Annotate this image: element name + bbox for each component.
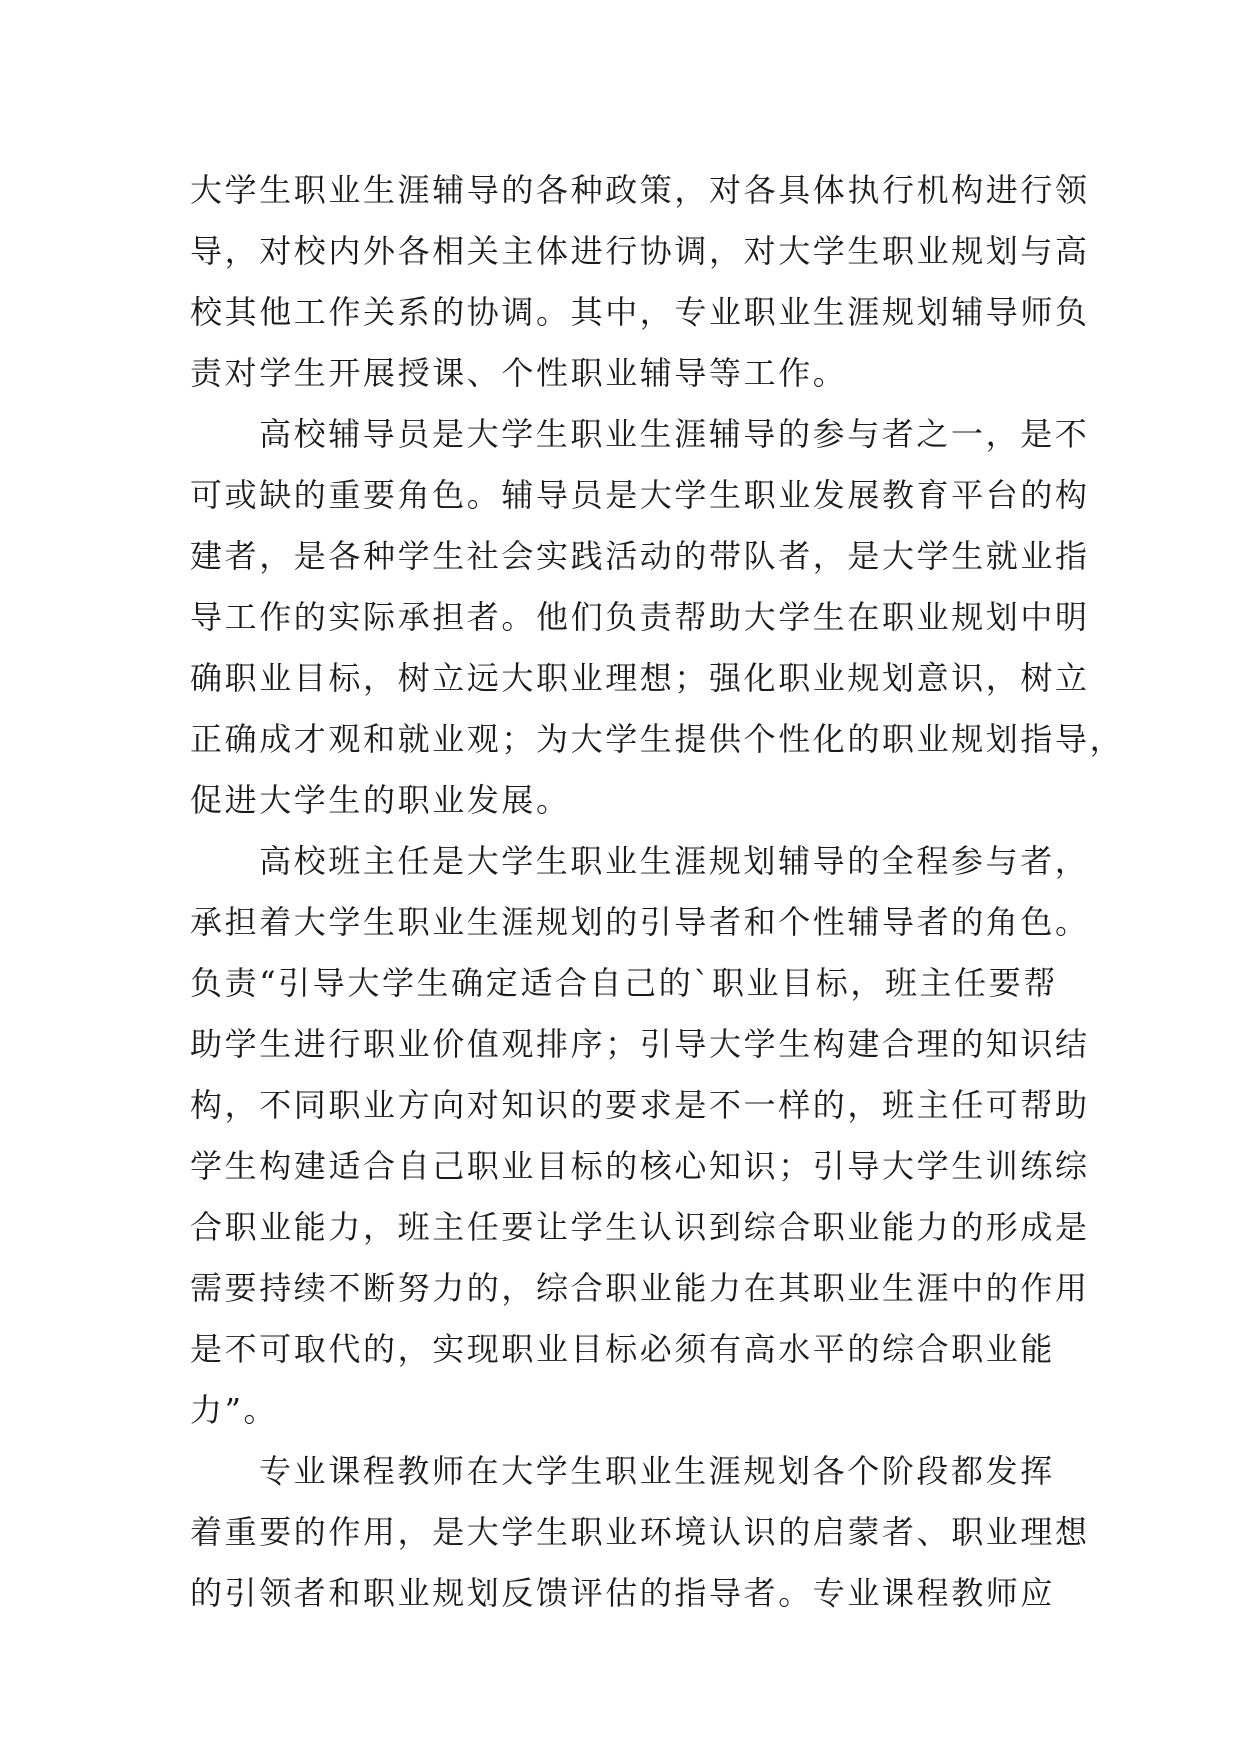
text-line: 高校班主任是大学生职业生涯规划辅导的全程参与者， [259,842,1090,880]
text-line: 促进大学生的职业发展。 [190,781,571,819]
text-line: 的引领者和职业规划反馈评估的指导者。专业课程教师应 [190,1574,1056,1612]
text-line: 大学生职业生涯辅导的各种政策，对各具体执行机构进行领 [190,171,1090,209]
text-line: 导，对校内外各相关主体进行协调，对大学生职业规划与高 [190,232,1090,270]
text-line: 合职业能力，班主任要让学生认识到综合职业能力的形成是 [190,1208,1090,1246]
document-body [190,160,1125,1624]
text-line: 建者，是各种学生社会实践活动的带队者，是大学生就业指 [190,537,1090,575]
text-line: 构，不同职业方向对知识的要求是不一样的，班主任可帮助 [190,1086,1090,1124]
text-line: 确职业目标，树立远大职业理想；强化职业规划意识，树立 [190,659,1090,697]
text-line: 承担着大学生职业生涯规划的引导者和个性辅导者的角色。 [190,903,1090,941]
paragraph [190,831,1090,1441]
text-line: 导工作的实际承担者。他们负责帮助大学生在职业规划中明 [190,598,1090,636]
text-line: 需要持续不断努力的，综合职业能力在其职业生涯中的作用 [190,1269,1090,1307]
text-line: 校其他工作关系的协调。其中，专业职业生涯规划辅导师负 [190,293,1090,331]
text-line: 高校辅导员是大学生职业生涯辅导的参与者之一，是不 [259,415,1090,453]
text-line: 助学生进行职业价值观排序；引导大学生构建合理的知识结 [190,1025,1090,1063]
text-line: 专业课程教师在大学生职业生涯规划各个阶段都发挥 [259,1452,1055,1490]
text-line: 可或缺的重要角色。辅导员是大学生职业发展教育平台的构 [190,476,1090,514]
text-line: 正确成才观和就业观；为大学生提供个性化的职业规划指导， [190,720,1125,758]
text-line: 负责“引导大学生确定适合自己的`职业目标，班主任要帮 [190,964,1058,1002]
paragraph [190,404,1125,831]
text-line: 学生构建适合自己职业目标的核心知识；引导大学生训练综 [190,1147,1090,1185]
text-line: 责对学生开展授课、个性职业辅导等工作。 [190,354,848,392]
text-line: 力”。 [190,1391,279,1429]
paragraph [190,160,1090,404]
text-line: 是不可取代的，实现职业目标必须有高水平的综合职业能 [190,1330,1056,1368]
text-line: 着重要的作用，是大学生职业环境认识的启蒙者、职业理想 [190,1513,1090,1551]
paragraph [190,1441,1090,1624]
